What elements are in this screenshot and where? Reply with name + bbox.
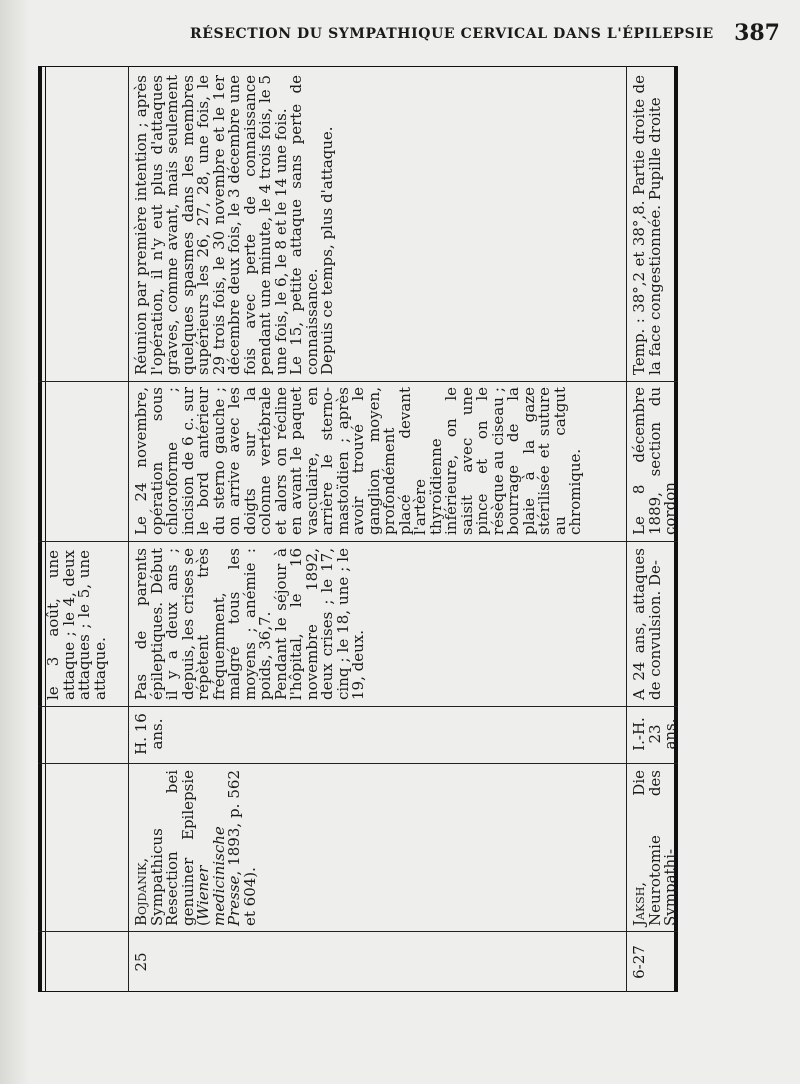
case-number: 25 [132, 952, 150, 972]
journal-name: Wiener medicinische Presse [194, 826, 243, 926]
page-edge-shadow [0, 0, 30, 1084]
operation-description: Le 24 novembre, opération sous chloroforme ; incision de 6 c. sur le bord antérieur du sterno gauche ; on arrive avec les doigts sur la colonne vertébrale et alors on récline en avant le paquet vasculaire, en arrière le sterno-mastoïdien ; après avoir trouvé le ganglion moyen, profondément placé devant l'artère thyroïdienne inférieure, on le saisit avec une pince et on le résèque au ciseau ; bourrage de la plaie à la gaze stérilisée et suture au catgut chromique. [132, 387, 584, 535]
operation-result: Réunion par première intention ; après l'opération, il n'y eut plus d'attaques graves, comme avant, mais seulement quelques spasmes dans les membres supérieurs les 26, 27, 28, une fois, le 29 trois fois, le 30 novembre et le 1er décembre deux fois, le 3 décembre une fois avec perte de connaissance pendant une minute, le 4 trois fois, le 5 une fois, le 6, le 8 et le 14 une fois. Le 15, petite attaque sans perte de connaissance. Depuis ce temps, plus d'attaque. [132, 75, 336, 375]
continuation-history: le 3 août, une attaque ; le 4, deux attaques ; le 5, une attaque. [44, 550, 109, 700]
column-divider [38, 931, 678, 932]
case-history: Pas de parents épileptiques. Début il y a deux ans ; depuis, les crises se répètent très fréquemment, malgré tous les moyens ; anémie : poids, 36,7. Pendant le séjour à l'hôpital, le 16 novembre 1892, deux crises ; le 17, cinq ; le 18, une ; le 19, deux. [132, 548, 367, 700]
case-table [38, 62, 682, 992]
operation-result: Temp. : 38°,2 et 38°,8. Partie droite de la face congestionnée. Pupille droite [630, 75, 664, 375]
author-name: Jaksh, [630, 881, 648, 926]
case-history: A 24 ans, attaques de convulsion. De- [630, 548, 664, 700]
running-title: RÉSECTION DU SYMPATHIQUE CERVICAL DANS L'ÉPILEPSIE [190, 26, 714, 42]
case-reference: Bojdanik, Sympathicus Resection bei genuiner Epilepsie (Wiener medicinische Presse, 1893, p. 562 et 604). [132, 770, 259, 926]
case-reference: Jaksh, Die Neurotomie des Sympathi- [630, 770, 679, 926]
column-divider [38, 541, 678, 542]
rotated-table-container [38, 62, 682, 992]
row-divider [128, 66, 129, 992]
case-number: 6-27 [630, 945, 648, 979]
page-header [180, 22, 780, 50]
column-divider [38, 706, 678, 707]
operation-description: Le 8 décembre 1889, section du cordon [630, 387, 679, 535]
row-divider [626, 66, 627, 992]
author-name: Bojdanik, [132, 857, 150, 926]
patient-info: H. 16 ans. [132, 713, 166, 755]
column-divider [38, 381, 678, 382]
patient-info: I.-H. 23 ans. [630, 717, 679, 751]
column-divider [38, 763, 678, 764]
page-number: 387 [734, 20, 780, 46]
